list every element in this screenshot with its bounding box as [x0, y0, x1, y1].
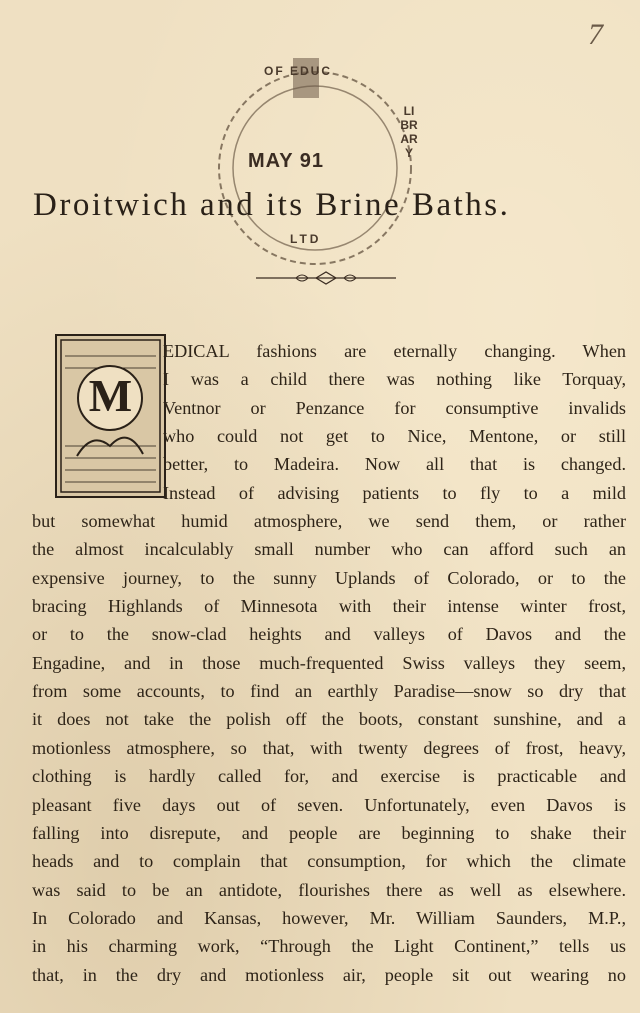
- text-line: In Colorado and Kansas, however, Mr. William Saunders, M.P.,: [32, 907, 626, 928]
- initial-letter: M: [88, 370, 133, 421]
- text-line: expensive journey, to the sunny Uplands of Colorado, or to the: [32, 567, 626, 588]
- text-line: or to the snow-clad heights and valleys of Davos and the: [32, 624, 626, 645]
- text-line: from some accounts, to find an earthly Paradise—snow so dry that: [32, 681, 626, 702]
- text-line: the almost incalculably small number who can afford such an: [32, 539, 626, 560]
- body-text: [32, 337, 626, 989]
- text-line: it does not take the polish off the boots, constant sunshine, and a: [32, 709, 626, 730]
- text-line: better, to Madeira. Now all that is changed.: [163, 454, 626, 475]
- text-line: falling into disrepute, and people are beginning to shake their: [32, 822, 626, 843]
- text-line: that, in the dry and motionless air, people sit out wearing no: [32, 964, 626, 985]
- text-line: but somewhat humid atmosphere, we send them, or rather: [32, 511, 626, 532]
- ornament-divider: [256, 270, 396, 286]
- stamp-side-text: LIBRARY: [400, 104, 418, 160]
- corner-mark: 7: [588, 18, 603, 51]
- text-line: was said to be an antidote, flourishes there as well as elsewhere.: [32, 879, 626, 900]
- text-line: EDICAL fashions are eternally changing. When: [163, 341, 626, 361]
- text-line: Ventnor or Penzance for consumptive invalids: [163, 397, 626, 418]
- text-line: Instead of advising patients to fly to a mild: [163, 482, 626, 503]
- page-title: Droitwich and its Brine Baths.: [33, 187, 511, 223]
- text-line: clothing is hardly called for, and exercise is practicable and: [32, 766, 626, 787]
- stamp-top-text: OF EDUC: [264, 64, 332, 78]
- stamp-bottom-text: LTD: [290, 232, 322, 246]
- text-line: who could not get to Nice, Mentone, or still: [163, 426, 626, 447]
- text-line: Engadine, and in those much-frequented Swiss valleys they seem,: [32, 652, 626, 673]
- text-line: bracing Highlands of Minnesota with their intense winter frost,: [32, 596, 626, 617]
- text-line: I was a child there was nothing like Torquay,: [163, 369, 626, 390]
- text-line: heads and to complain that consumption, for which the climate: [32, 851, 626, 872]
- text-line: pleasant five days out of seven. Unfortunately, even Davos is: [32, 794, 626, 815]
- text-line: motionless atmosphere, so that, with twenty degrees of frost, heavy,: [32, 737, 626, 758]
- text-line: in his charming work, “Through the Light Continent,” tells us: [32, 936, 626, 957]
- stamp-date: MAY 91: [248, 150, 325, 172]
